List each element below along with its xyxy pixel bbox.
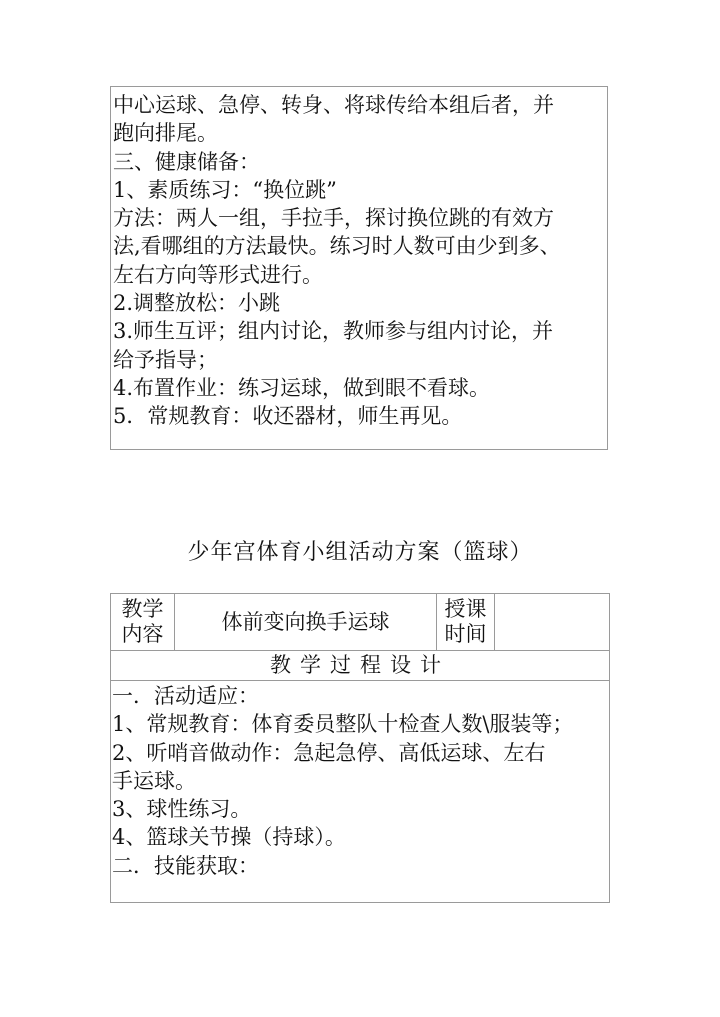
text-line: 2.调整放松：小跳 [113, 291, 281, 316]
text-line: 法,看哪组的方法最快。练习时人数可由少到多、 [113, 234, 561, 259]
text-line: 4.布置作业：练习运球，做到眼不看球。 [113, 375, 491, 400]
text-line: 1、常规教育：体育委员整队十检查人数\服装等； [112, 712, 574, 737]
text-line: 跑向排尾。 [113, 121, 218, 146]
content-label-line: 内容 [121, 622, 164, 646]
text-line: 2、听哨音做动作：急起急停、高低运球、左右 [112, 740, 546, 765]
text-line: 3、球性练习。 [112, 797, 252, 822]
text-line: 给予指导； [113, 347, 218, 372]
lesson-content-box [110, 86, 608, 450]
design-content-text [112, 682, 573, 880]
content-label-cell [111, 594, 175, 650]
lesson-plan-table [110, 593, 610, 903]
lesson-content-text [113, 91, 561, 431]
time-value-cell [495, 594, 609, 650]
table-header-row [111, 594, 609, 651]
text-line: 中心运球、急停、转身、将球传给本组后者，并 [113, 93, 554, 117]
text-line: 手运球。 [112, 768, 196, 793]
text-line: 1、素质练习：“换位跳” [113, 177, 337, 202]
design-header: 教学过程设计 [111, 650, 609, 681]
text-line: 5．常规教育：收还器材，师生再见。 [113, 404, 463, 429]
time-label-line: 授课 [444, 597, 487, 621]
text-line: 方法：两人一组，手拉手，探讨换位跳的有效方 [113, 206, 554, 231]
content-label-line: 教学 [121, 597, 164, 621]
text-line: 三、健康储备： [113, 149, 260, 174]
text-line: 一．活动适应： [112, 684, 259, 708]
content-value-cell: 体前变向换手运球 [175, 594, 437, 650]
time-label-line: 时间 [444, 622, 487, 646]
text-line: 3.师生互评；组内讨论，教师参与组内讨论，并 [113, 319, 554, 344]
text-line: 左右方向等形式进行。 [113, 262, 323, 287]
text-line: 4、篮球关节操（持球）。 [112, 825, 346, 850]
document-title: 少年宫体育小组活动方案（篮球） [187, 540, 533, 565]
text-line: 二．技能获取： [112, 853, 259, 878]
time-label-cell [437, 594, 495, 650]
